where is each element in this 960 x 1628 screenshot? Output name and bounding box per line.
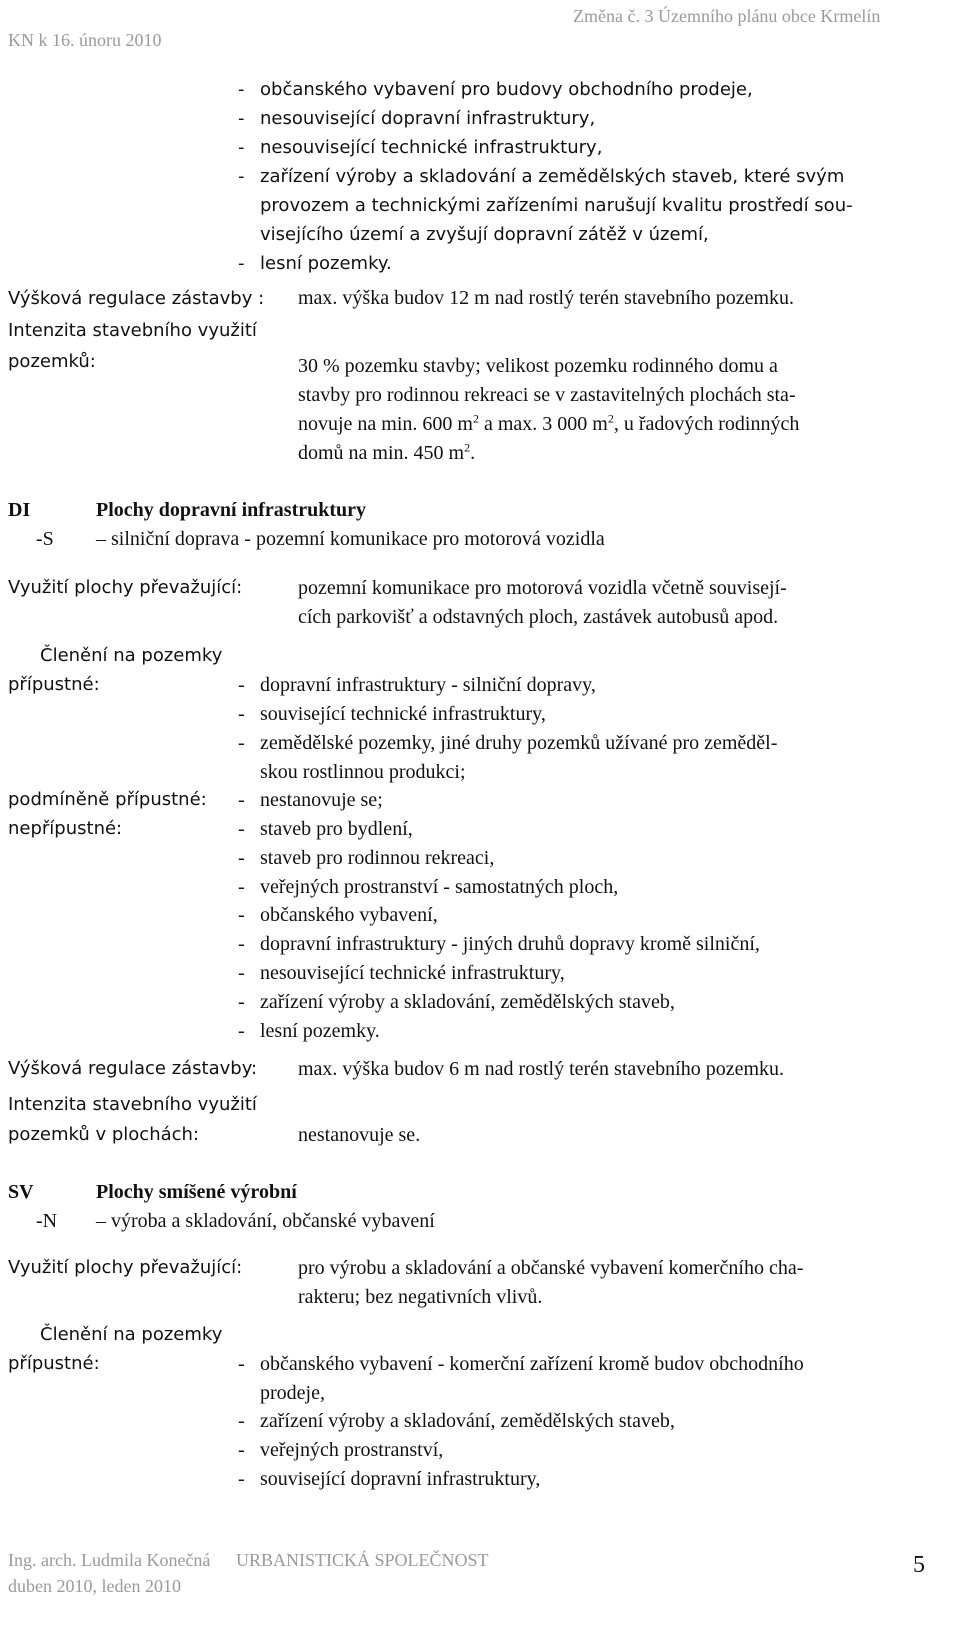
- section-title: Plochy dopravní infrastruktury: [96, 499, 367, 521]
- list-item-cont: visejícího území a zvyšují dopravní zátěž v území,: [260, 224, 709, 245]
- forbidden-label: nepřípustné:: [8, 818, 123, 839]
- main-use-value: pozemní komunikace pro motorová vozidla včetně souvisejí-: [298, 577, 787, 599]
- footer-company: URBANISTICKÁ SPOLEČNOST: [236, 1550, 489, 1570]
- list-item-cont: skou rostlinnou produkci;: [260, 761, 466, 783]
- intensity-value-line: novuje na min. 600 $m^2$ a max. 3 000 $m^2$, u řadových rodinných: [298, 411, 800, 435]
- intensity-value: nestanovuje se.: [298, 1124, 421, 1146]
- header-left: KN k 16. únoru 2010: [8, 30, 162, 50]
- height-regulation-value: max. výška budov 12 m nad rostlý terén stavebního pozemku.: [298, 287, 795, 309]
- main-use-label: Využití plochy převažující:: [8, 1257, 243, 1278]
- division-label: Členění na pozemky: [40, 1324, 223, 1345]
- height-regulation-label: Výšková regulace zástavby:: [8, 1058, 258, 1079]
- intensity-label-2: pozemků v plochách:: [8, 1124, 200, 1145]
- intensity-value-line: 30 % pozemku stavby; velikost pozemku rodinného domu a: [298, 355, 778, 377]
- section-title: Plochy smíšené výrobní: [96, 1181, 297, 1203]
- list-item-cont: prodeje,: [260, 1382, 325, 1404]
- subsection-title: – silniční doprava - pozemní komunikace pro motorová vozidla: [96, 528, 605, 550]
- main-use-value: pro výrobu a skladování a občanské vybavení komerčního cha-: [298, 1257, 804, 1279]
- subsection-title: – výroba a skladování, občanské vybavení: [96, 1210, 435, 1232]
- section-code: SV: [8, 1181, 34, 1203]
- intensity-value-line: domů na min. 450 $m^2$.: [298, 440, 476, 464]
- list-item-cont: provozem a technickými zařízeními narušují kvalitu prostředí sou-: [260, 195, 853, 216]
- height-regulation-label: Výšková regulace zástavby :: [8, 288, 265, 309]
- header-right: Změna č. 3 Územního plánu obce Krmelín: [573, 6, 881, 26]
- footer-date: duben 2010, leden 2010: [8, 1576, 181, 1596]
- main-use-value: rakteru; bez negativních vlivů.: [298, 1286, 543, 1308]
- main-use-value: cích parkovišť a odstavných ploch, zastávek autobusů apod.: [298, 606, 779, 628]
- section-code: DI: [8, 499, 31, 521]
- intensity-value-line: stavby pro rodinnou rekreaci se v zastavitelných plochách sta-: [298, 384, 796, 406]
- allowed-label: přípustné:: [8, 674, 100, 695]
- intensity-label: Intenzita stavebního využití: [8, 320, 257, 341]
- subsection-code: -S: [36, 528, 54, 550]
- subsection-code: -N: [36, 1210, 58, 1232]
- allowed-label: přípustné:: [8, 1353, 100, 1374]
- intensity-label: Intenzita stavebního využití: [8, 1094, 257, 1115]
- intensity-label-2: pozemků:: [8, 351, 96, 372]
- height-regulation-value: max. výška budov 6 m nad rostlý terén stavebního pozemku.: [298, 1058, 785, 1080]
- division-label: Členění na pozemky: [40, 645, 223, 666]
- conditional-label: podmíněně přípustné:: [8, 789, 207, 810]
- footer-author: Ing. arch. Ludmila Konečná: [8, 1550, 211, 1570]
- page-number: 5: [913, 1552, 925, 1578]
- main-use-label: Využití plochy převažující:: [8, 577, 243, 598]
